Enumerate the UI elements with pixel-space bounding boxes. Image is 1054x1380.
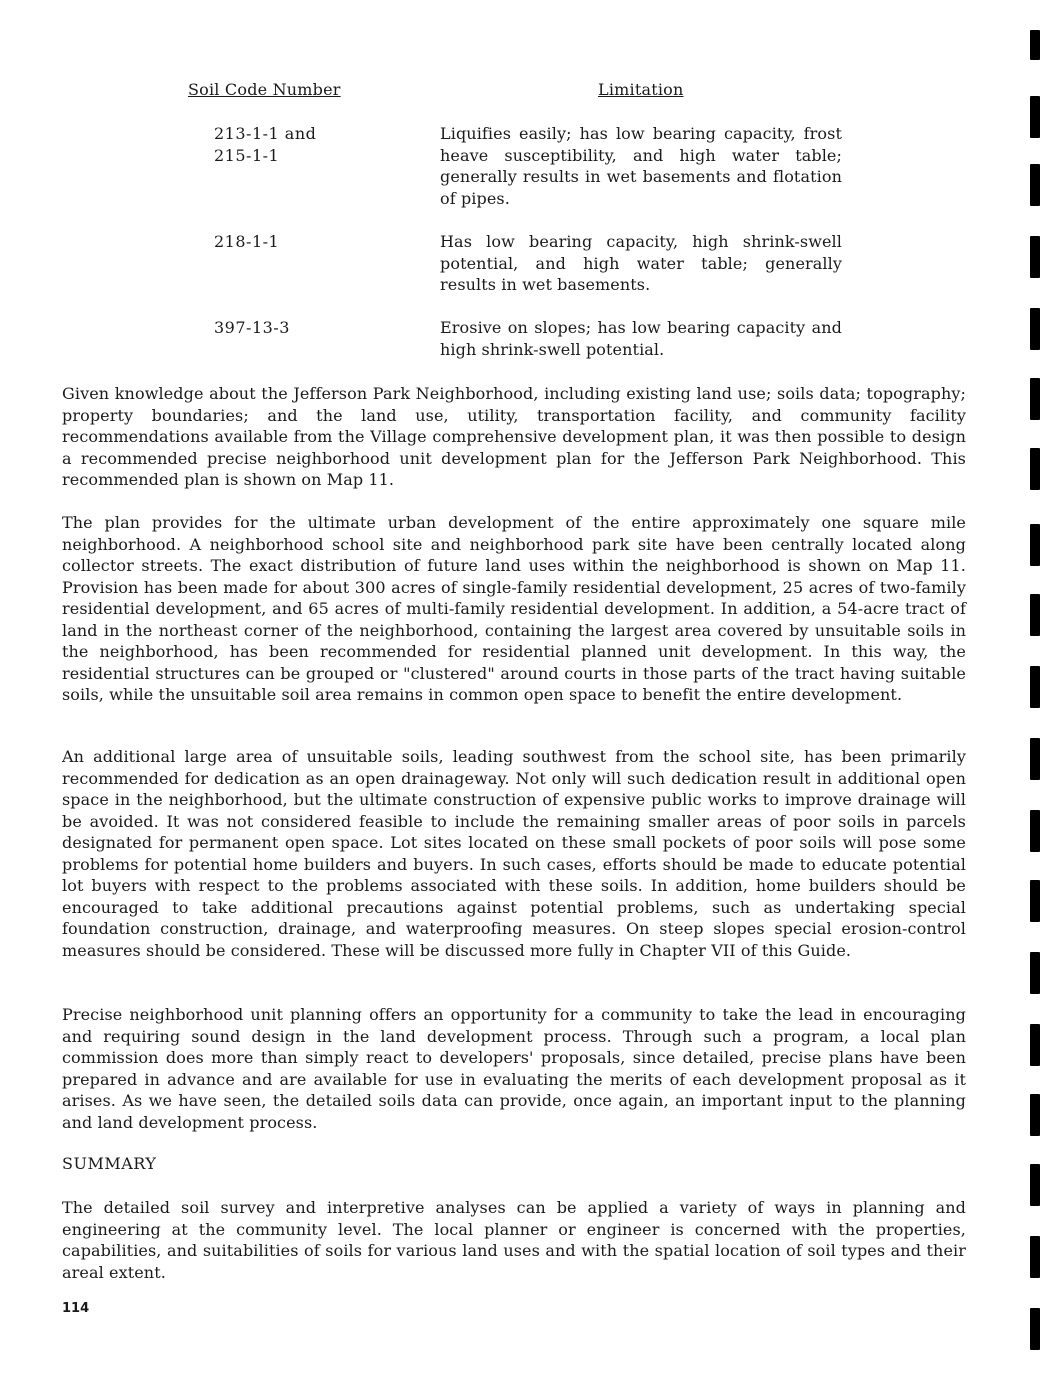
body-paragraph: Precise neighborhood unit planning offers an opportunity for a community to take the lead in encouraging and requiring sound design in the land development process. Through such a program, a local plan commission does more than simply react to developers' proposals, since detailed, precise plans have been prepared in advance and are available for use in evaluating the merits of each development proposal as it arises. As we have seen, the detailed soils data can provide, once again, an important input to the planning and land development process. — [62, 1005, 966, 1132]
registration-mark — [1030, 378, 1040, 420]
page-number: 114 — [62, 1301, 90, 1316]
registration-mark — [1030, 1024, 1040, 1066]
soil-code-cell: 218-1-1 — [214, 232, 280, 251]
scan-registration-marks — [1030, 0, 1054, 1380]
limitation-cell: Erosive on slopes; has low bearing capacity and high shrink-swell potential. — [440, 318, 842, 359]
registration-mark — [1030, 810, 1040, 852]
column-header-soil-code: Soil Code Number — [188, 80, 341, 99]
registration-mark — [1030, 666, 1040, 708]
limitation-cell: Liquifies easily; has low bearing capacity, frost heave susceptibility, and high water table; generally results in wet basements and flotation of pipes. — [440, 124, 842, 208]
registration-mark — [1030, 164, 1040, 206]
section-heading: SUMMARY — [62, 1154, 157, 1173]
registration-mark — [1030, 236, 1040, 278]
registration-mark — [1030, 738, 1040, 780]
registration-mark — [1030, 30, 1040, 60]
registration-mark — [1030, 594, 1040, 636]
soil-code-cell: 213-1-1 and 215-1-1 — [214, 124, 317, 165]
registration-mark — [1030, 880, 1040, 922]
registration-mark — [1030, 308, 1040, 350]
body-paragraph: The plan provides for the ultimate urban development of the entire approximately one square mile neighborhood. A neighborhood school site and neighborhood park site have been centrally located along collector streets. The exact distribution of future land uses within the neighborhood is shown on Map 11. Provision has been made for about 300 acres of single-family residential development, 25 acres of two-family residential development, and 65 acres of multi-family residential development. In addition, a 54-acre tract of land in the northeast corner of the neighborhood, containing the largest area covered by unsuitable soils in the neighborhood, has been recommended for residential planned unit development. In this way, the residential structures can be grouped or "clustered" around courts in those parts of the tract having suitable soils, while the unsuitable soil area remains in common open space to benefit the entire development. — [62, 513, 966, 704]
registration-mark — [1030, 1094, 1040, 1136]
registration-mark — [1030, 96, 1040, 138]
limitation-cell: Has low bearing capacity, high shrink-swell potential, and high water table; generally results in wet basements. — [440, 232, 842, 294]
summary-paragraph: The detailed soil survey and interpretive analyses can be applied a variety of ways in planning and engineering at the community level. The local planner or engineer is concerned with the properties, capabilities, and suitabilities of soils for various land uses and with the spatial location of soil types and their areal extent. — [62, 1198, 966, 1282]
registration-mark — [1030, 448, 1040, 490]
body-paragraph: An additional large area of unsuitable soils, leading southwest from the school site, has been primarily recommended for dedication as an open drainageway. Not only will such dedication result in additional open space in the neighborhood, but the ultimate construction of expensive public works to improve drainage will be avoided. It was not considered feasible to include the remaining smaller areas of poor soils in parcels designated for permanent open space. Lot sites located on these small pockets of poor soils will pose some problems for potential home builders and buyers. In such cases, efforts should be made to educate potential lot buyers with respect to the problems associated with these soils. In addition, home builders should be encouraged to take additional precautions against potential problems, such as undertaking special foundation construction, drainage, and waterproofing measures. On steep slopes special erosion-control measures should be considered. These will be discussed more fully in Chapter VII of this Guide. — [62, 747, 966, 960]
registration-mark — [1030, 952, 1040, 994]
registration-mark — [1030, 1164, 1040, 1206]
soil-code-cell: 397-13-3 — [214, 318, 290, 337]
column-header-limitation: Limitation — [598, 80, 684, 99]
registration-mark — [1030, 1308, 1040, 1350]
registration-mark — [1030, 524, 1040, 566]
registration-mark — [1030, 1236, 1040, 1278]
body-paragraph: Given knowledge about the Jefferson Park Neighborhood, including existing land use; soils data; topography; property boundaries; and the land use, utility, transportation facility, and community facility recommendations available from the Village comprehensive development plan, it was then possible to design a recommended precise neighborhood unit development plan for the Jefferson Park Neighborhood. This recommended plan is shown on Map 11. — [62, 384, 966, 489]
